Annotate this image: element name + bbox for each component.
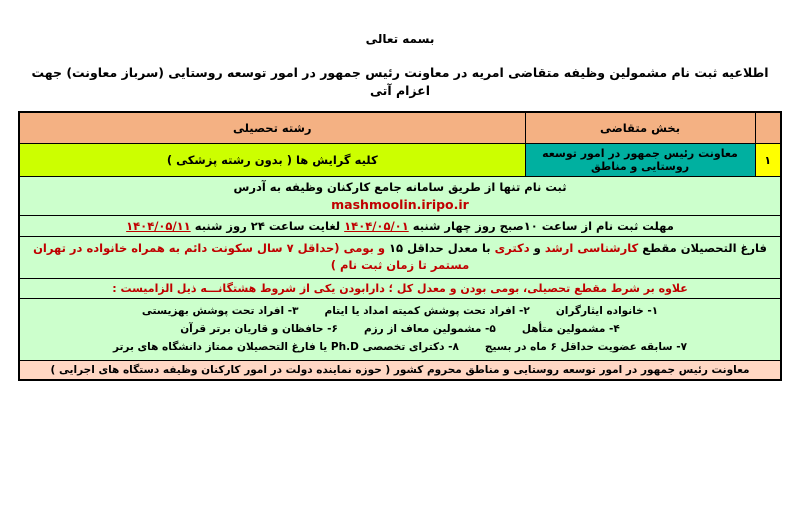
header-field: رشته تحصیلی: [19, 112, 525, 144]
conditions-list: [19, 298, 781, 360]
conditions-title-row: [19, 278, 781, 298]
degree-local: و بومی: [343, 241, 386, 255]
footer-row: [19, 360, 781, 380]
header-number: [755, 112, 781, 144]
deadline-row: [19, 216, 781, 237]
condition-item: ۴- مشمولین متأهل: [521, 322, 620, 335]
condition-item: ۱- خانواده ایثارگران: [555, 304, 659, 317]
condition-item: ۲- افراد تحت پوشش کمیته امداد یا ایتام: [324, 304, 530, 317]
degree-masters: کارشناسی ارشد: [544, 241, 639, 255]
degree-prefix: فارغ التحصیلان مقطع: [642, 241, 767, 255]
degree-phd: دکتری: [494, 241, 530, 255]
page-title: اطلاعیه ثبت نام مشمولین وظیفه متقاضی امریه در معاونت رئیس جمهور در امور توسعه روستایی (سرباز معاونت) جهت اعزام آتی: [31, 65, 769, 98]
condition-item: ۷- سابقه عضویت حداقل ۶ ماه در بسیج: [484, 341, 688, 354]
deadline-middle: لغایت ساعت ۲۴ روز شنبه: [194, 219, 341, 233]
registration-cell: [19, 177, 781, 216]
header-part: بخش متقاضی: [525, 112, 755, 144]
basmala-text: بسمه تعالی: [365, 32, 435, 46]
condition-item: ۶- حافظان و قاریان برتر قرآن: [180, 322, 338, 335]
notice-table: [18, 111, 782, 381]
footer-text: معاونت رئیس جمهور در امور توسعه روستایی و مناطق محروم کشور ( حوزه نماینده دولت در امور کارکنان وظیفه دستگاه های اجرایی ): [19, 360, 781, 380]
document-page: [0, 32, 800, 511]
row-part: معاونت رئیس جمهور در امور توسعه روستایی و مناطق: [525, 144, 755, 177]
conditions-line-2: [24, 320, 776, 338]
row-field: کلیه گرایش ها ( بدون رشته پزشکی ): [19, 144, 525, 177]
conditions-title: علاوه بر شرط مقطع تحصیلی، بومی بودن و معدل کل ؛ دارابودن یکی از شروط هشتگانـــه ذیل الزامیست :: [19, 278, 781, 298]
deadline-start-date: ۱۴۰۴/۰۵/۰۱: [344, 219, 409, 233]
deadline-cell: [19, 216, 781, 237]
conditions-list-row: [19, 298, 781, 360]
deadline-end-date: ۱۴۰۴/۰۵/۱۱: [126, 219, 191, 233]
condition-item: ۵- مشمولین معاف از رزم: [363, 322, 496, 335]
registration-row: [19, 177, 781, 216]
condition-item: ۳- افراد تحت پوشش بهزیستی: [141, 304, 299, 317]
registration-url[interactable]: mashmoolin.iripo.ir: [331, 197, 469, 212]
degree-residency-note: (حداقل ۷ سال سکونت دائم به همراه خانواده در تهران مستمر تا زمان ثبت نام ): [33, 241, 470, 273]
degree-conjunction: و: [533, 241, 541, 255]
table-row: [19, 144, 781, 177]
condition-item: ۸- دکترای تخصصی Ph.D یا فارغ التحصیلان ممتاز دانشگاه های برتر: [112, 341, 459, 354]
registration-lead: ثبت نام تنها از طریق سامانه جامع کارکنان وظیفه به آدرس: [233, 180, 567, 194]
row-number: ۱: [755, 144, 781, 177]
conditions-line-3: [24, 338, 776, 356]
conditions-line-1: [24, 302, 776, 320]
deadline-prefix: مهلت ثبت نام از ساعت ۱۰صبح روز چهار شنبه: [412, 219, 674, 233]
table-header-row: [19, 112, 781, 144]
degree-row: [19, 237, 781, 279]
degree-gpa: با معدل حداقل ۱۵: [389, 241, 491, 255]
degree-cell: [19, 237, 781, 279]
